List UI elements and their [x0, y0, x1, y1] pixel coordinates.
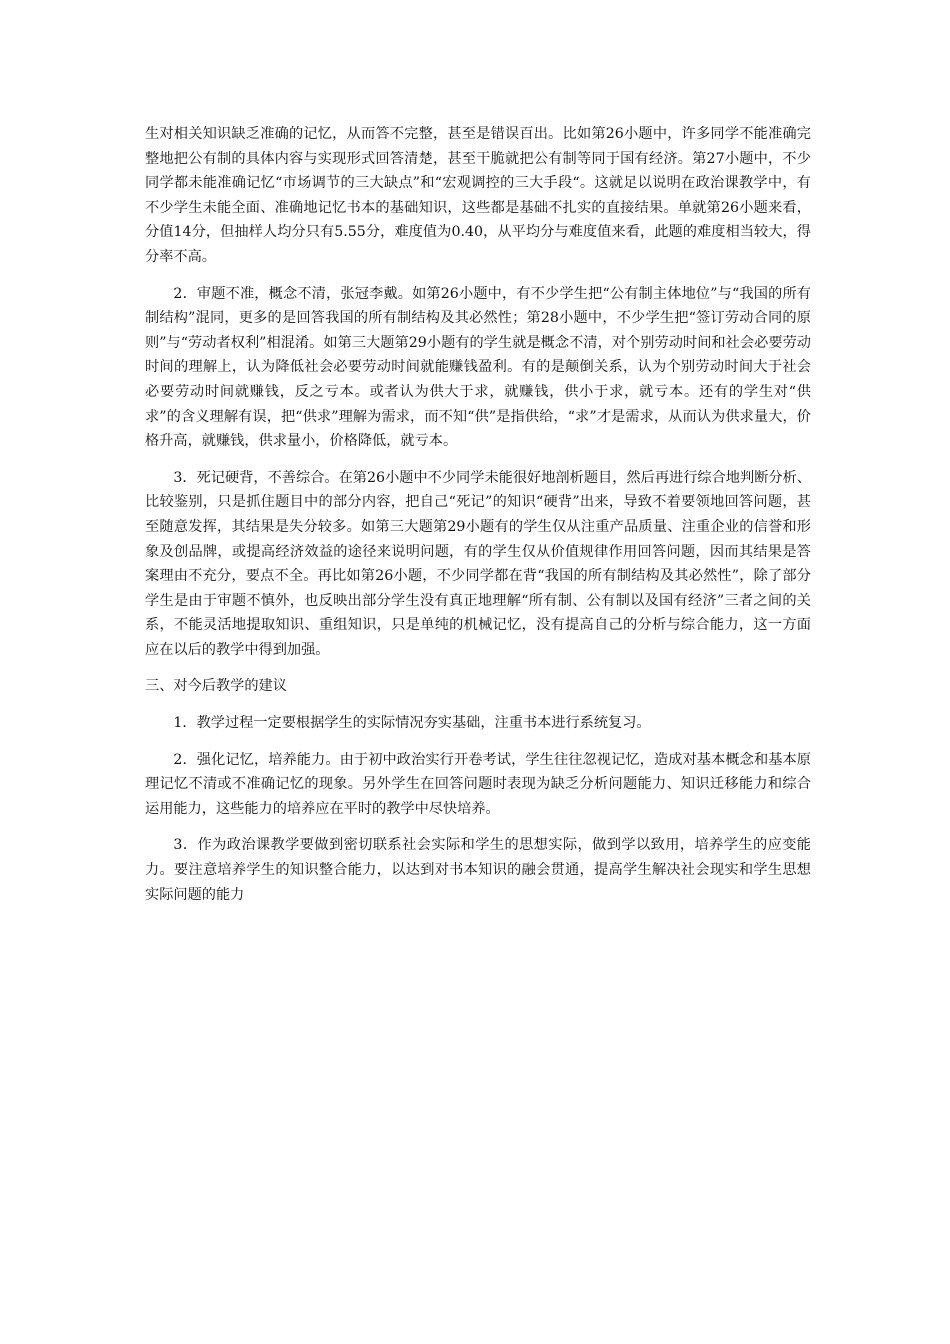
suggestion-2: 2．强化记忆，培养能力。由于初中政治实行开卷考试，学生往往忽视记忆，造成对基本概念和基本原理记忆不清或不准确记忆的现象。另外学生在回答问题时表现为缺乏分析问题能力、知识迁移能力和综合运用能力，这些能力的培养应在平时的教学中尽快培养。 — [145, 751, 811, 817]
suggestion-3: 3．作为政治课教学要做到密切联系社会实际和学生的思想实际，做到学以致用，培养学生的应变能力。要注意培养学生的知识整合能力，以达到对书本知识的融会贯通，提高学生解决社会现实和学生思想实际问题的能力 — [145, 837, 811, 903]
paragraph-point-2: 2．审题不准，概念不清，张冠李戴。如第26小题中，有不少学生把“公有制主体地位”与“我国的所有制结构”混同，更多的是回答我国的所有制结构及其必然性；第28小题中，不少学生把“签订劳动合同的原则”与“劳动者权利”相混淆。如第三大题第29小题有的学生就是概念不清，对个别劳动时间和社会必要劳动时间的理解上，认为降低社会必要劳动时间就能赚钱盈利。有的是颠倒关系，认为个别劳动时间大于社会必要劳动时间就赚钱，反之亏本。或者认为供大于求，就赚钱，供小于求，就亏本。还有的学生对“供求”的含义理解有误，把“供求”理解为需求，而不知“供”是指供给，“求”才是需求，从而认为供求量大，价格升高，就赚钱，供求量小，价格降低，就亏本。 — [145, 285, 811, 450]
suggestion-1: 1．教学过程一定要根据学生的实际情况夯实基础，注重书本进行系统复习。 — [173, 715, 651, 732]
document-page — [145, 122, 811, 919]
section-heading: 三、对今后教学的建议 — [145, 678, 287, 695]
paragraph-continuation: 生对相关知识缺乏准确的记忆，从而答不完整，甚至是错误百出。比如第26小题中，许多同学不能准确完整地把公有制的具体内容与实现形式回答清楚，甚至干脆就把公有制等同于国有经济。第27小题中，不少同学都未能准确记忆“市场调节的三大缺点”和“宏观调控的三大手段“。这就足以说明在政治课教学中，有不少学生未能全面、准确地记忆书本的基础知识，这些都是基础不扎实的直接结果。单就第26小题来看，分值14分，但抽样人均分只有5.55分，难度值为0.40，从平均分与难度值来看，此题的难度相当较大，得分率不高。 — [145, 126, 811, 265]
paragraph-point-3: 3．死记硬背，不善综合。在第26小题中不少同学未能很好地剖析题目，然后再进行综合地判断分析、比较鉴别，只是抓住题目中的部分内容，把自己“死记”的知识“硬背”出来，导致不着要领地回答问题，甚至随意发挥，其结果是失分较多。如第三大题第29小题有的学生仅从注重产品质量、注重企业的信誉和形象及创品牌，或提高经济效益的途径来说明问题，有的学生仅从价值规律作用回答问题，因而其结果是答案理由不充分，要点不全。再比如第26小题，不少同学都在背“我国的所有制结构及其必然性”，除了部分学生是由于审题不慎外，也反映出部分学生没有真正地理解“所有制、公有制以及国有经济”三者之间的关系，不能灵活地提取知识、重组知识，只是单纯的机械记忆，没有提高自己的分析与综合能力，这一方面应在以后的教学中得到加强。 — [145, 469, 811, 658]
